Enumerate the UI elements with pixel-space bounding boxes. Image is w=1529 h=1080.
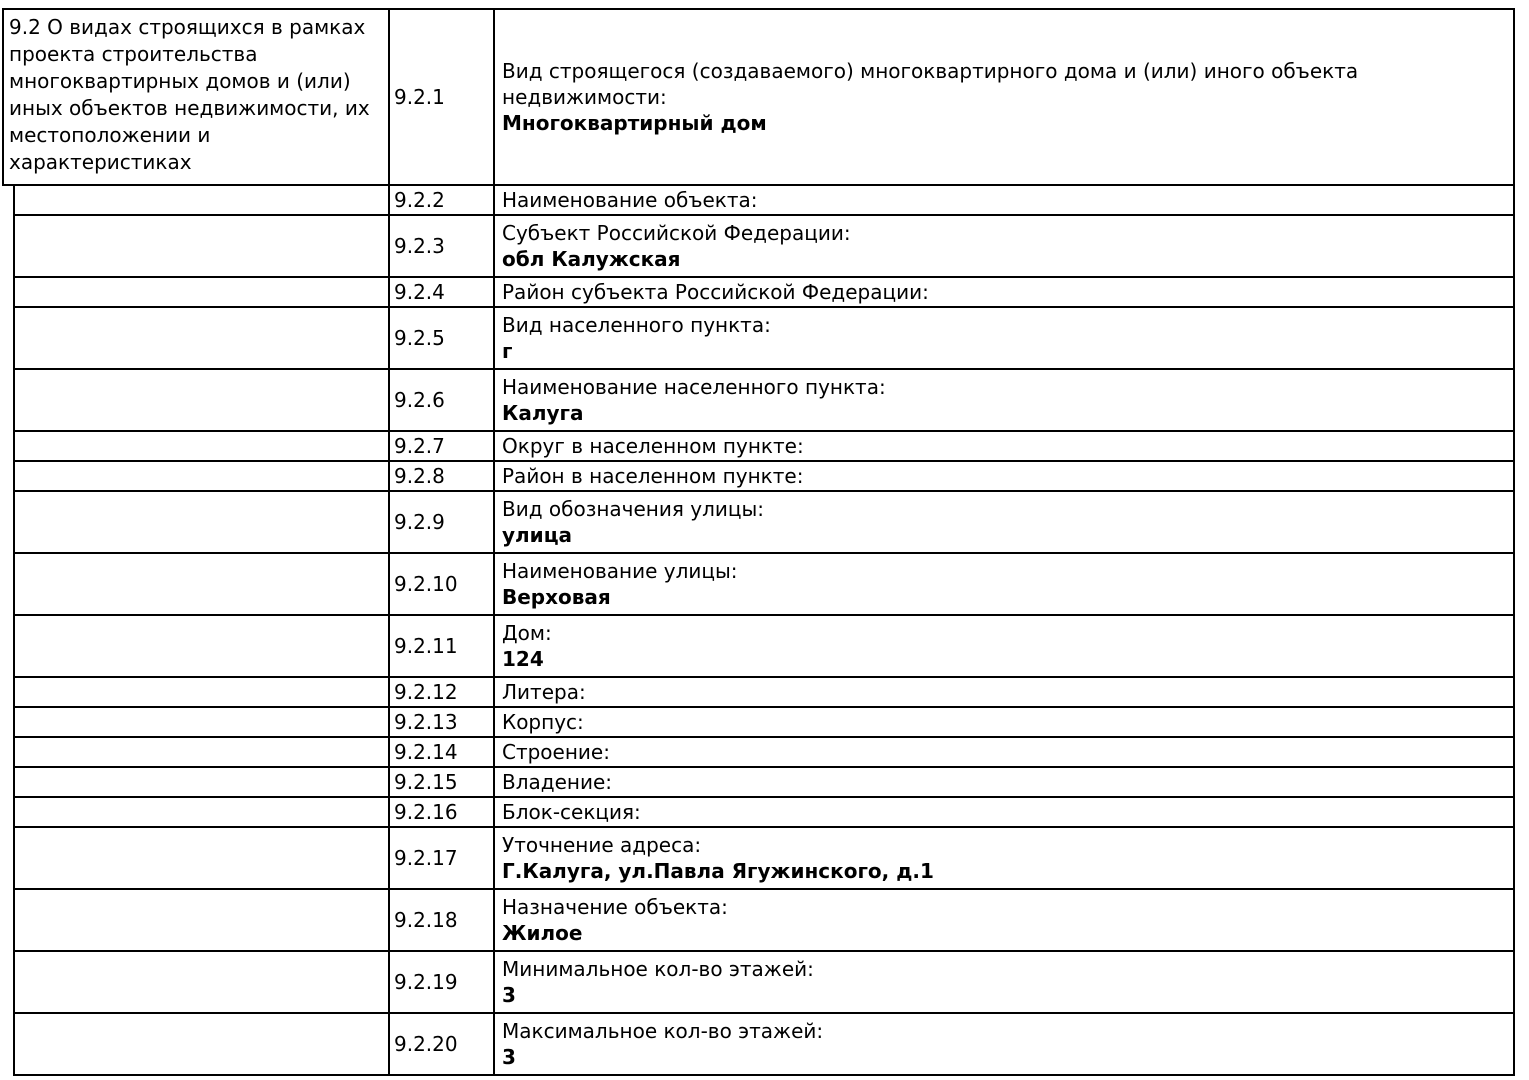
section-header-cell (2, 8, 390, 186)
field-label: Округ в населенном пункте: (502, 434, 804, 458)
section-spacer-cell (13, 796, 390, 828)
section-spacer-cell (13, 706, 390, 738)
field-cell (493, 1012, 1515, 1076)
row-number-cell (388, 614, 495, 678)
field-value: 3 (502, 1045, 516, 1069)
field-label: Район в населенном пункте: (502, 464, 804, 488)
section-spacer-cell (13, 430, 390, 462)
field-cell (493, 676, 1515, 708)
row-number: 9.2.16 (394, 800, 458, 824)
field-cell (493, 826, 1515, 890)
section-spacer-cell (13, 766, 390, 798)
section-spacer-cell (13, 184, 390, 216)
field-label: Владение: (502, 770, 613, 794)
section-spacer-cell (13, 614, 390, 678)
field-label: Наименование улицы: (502, 559, 738, 583)
row-number: 9.2.4 (394, 280, 445, 304)
section-spacer-cell (13, 214, 390, 278)
table-row (2, 306, 1515, 370)
row-number-cell (388, 184, 495, 216)
field-cell (493, 950, 1515, 1014)
section-spacer-cell (13, 888, 390, 952)
row-number-cell (388, 706, 495, 738)
field-label: Вид строящегося (создаваемого) многоквартирного дома и (или) иного объекта недвижимости: (502, 59, 1359, 109)
table-row (2, 184, 1515, 216)
row-number: 9.2.8 (394, 464, 445, 488)
field-label: Вид населенного пункта: (502, 313, 771, 337)
field-value: Калуга (502, 401, 584, 425)
row-number: 9.2.3 (394, 234, 445, 258)
section-spacer-cell (13, 276, 390, 308)
row-number: 9.2.2 (394, 188, 445, 212)
field-label: Район субъекта Российской Федерации: (502, 280, 929, 304)
section-spacer-cell (13, 950, 390, 1014)
field-cell (493, 766, 1515, 798)
section-spacer-cell (13, 306, 390, 370)
field-cell (493, 214, 1515, 278)
row-number: 9.2.6 (394, 388, 445, 412)
field-label: Наименование населенного пункта: (502, 375, 886, 399)
row-number: 9.2.11 (394, 634, 458, 658)
row-number: 9.2.17 (394, 846, 458, 870)
section-spacer-cell (13, 676, 390, 708)
row-number-cell (388, 306, 495, 370)
row-number-cell (388, 214, 495, 278)
field-value: обл Калужская (502, 247, 681, 271)
field-cell (493, 706, 1515, 738)
table-row (2, 736, 1515, 768)
field-cell (493, 490, 1515, 554)
row-number: 9.2.7 (394, 434, 445, 458)
row-number-cell (388, 460, 495, 492)
field-label: Субъект Российской Федерации: (502, 221, 851, 245)
field-cell (493, 796, 1515, 828)
row-number: 9.2.1 (394, 85, 445, 109)
field-cell (493, 306, 1515, 370)
table-row (2, 766, 1515, 798)
row-number: 9.2.20 (394, 1032, 458, 1056)
field-value: Жилое (502, 921, 583, 945)
row-number: 9.2.10 (394, 572, 458, 596)
field-label: Блок-секция: (502, 800, 641, 824)
table-row (2, 676, 1515, 708)
section-spacer-cell (13, 1012, 390, 1076)
field-value: улица (502, 523, 573, 547)
field-label: Уточнение адреса: (502, 833, 702, 857)
row-number-cell (388, 368, 495, 432)
row-number-cell (388, 552, 495, 616)
section-spacer-cell (13, 552, 390, 616)
row-number-cell (388, 796, 495, 828)
field-cell (493, 276, 1515, 308)
field-cell (493, 368, 1515, 432)
table-row (2, 214, 1515, 278)
section-spacer-cell (13, 490, 390, 554)
row-number: 9.2.19 (394, 970, 458, 994)
row-number: 9.2.14 (394, 740, 458, 764)
declaration-table (2, 8, 1515, 1076)
row-number-cell (388, 430, 495, 462)
row-number-cell (388, 826, 495, 890)
field-value: Многоквартирный дом (502, 111, 767, 135)
row-number: 9.2.5 (394, 326, 445, 350)
row-number-cell (388, 766, 495, 798)
table-row (2, 796, 1515, 828)
field-cell (493, 430, 1515, 462)
table-row (2, 490, 1515, 554)
section-spacer-cell (13, 368, 390, 432)
row-number: 9.2.13 (394, 710, 458, 734)
field-cell (493, 614, 1515, 678)
table-row (2, 888, 1515, 952)
field-cell (493, 8, 1515, 186)
row-number: 9.2.12 (394, 680, 458, 704)
table-row (2, 552, 1515, 616)
field-label: Корпус: (502, 710, 584, 734)
field-cell (493, 736, 1515, 768)
table-row (2, 460, 1515, 492)
field-value: Г.Калуга, ул.Павла Ягужинского, д.1 (502, 859, 934, 883)
row-number-cell (388, 8, 495, 186)
row-number-cell (388, 490, 495, 554)
field-label: Вид обозначения улицы: (502, 497, 765, 521)
table-row (2, 368, 1515, 432)
table-row (2, 8, 1515, 186)
field-label: Наименование объекта: (502, 188, 758, 212)
row-number-cell (388, 736, 495, 768)
field-cell (493, 184, 1515, 216)
row-number-cell (388, 1012, 495, 1076)
table-row (2, 614, 1515, 678)
field-value: 3 (502, 983, 516, 1007)
section-header-text: 9.2 О видах строящихся в рамках проекта строительства многоквартирных домов и (или) иных объектов недвижимости, их местоположении и характеристиках (9, 15, 370, 174)
row-number: 9.2.15 (394, 770, 458, 794)
field-value: 124 (502, 647, 544, 671)
field-cell (493, 552, 1515, 616)
field-cell (493, 888, 1515, 952)
table-row (2, 430, 1515, 462)
field-label: Строение: (502, 740, 610, 764)
field-label: Максимальное кол-во этажей: (502, 1019, 824, 1043)
section-spacer-cell (13, 826, 390, 890)
field-cell (493, 460, 1515, 492)
table-row (2, 1012, 1515, 1076)
row-number-cell (388, 950, 495, 1014)
row-number-cell (388, 888, 495, 952)
row-number-cell (388, 676, 495, 708)
field-value: г (502, 339, 513, 363)
section-spacer-cell (13, 460, 390, 492)
table-row (2, 706, 1515, 738)
field-label: Литера: (502, 680, 586, 704)
table-row (2, 950, 1515, 1014)
field-label: Дом: (502, 621, 552, 645)
field-label: Назначение объекта: (502, 895, 728, 919)
table-row (2, 826, 1515, 890)
row-number: 9.2.9 (394, 510, 445, 534)
field-value: Верховая (502, 585, 611, 609)
table-row (2, 276, 1515, 308)
field-label: Минимальное кол-во этажей: (502, 957, 814, 981)
row-number: 9.2.18 (394, 908, 458, 932)
section-spacer-cell (13, 736, 390, 768)
row-number-cell (388, 276, 495, 308)
